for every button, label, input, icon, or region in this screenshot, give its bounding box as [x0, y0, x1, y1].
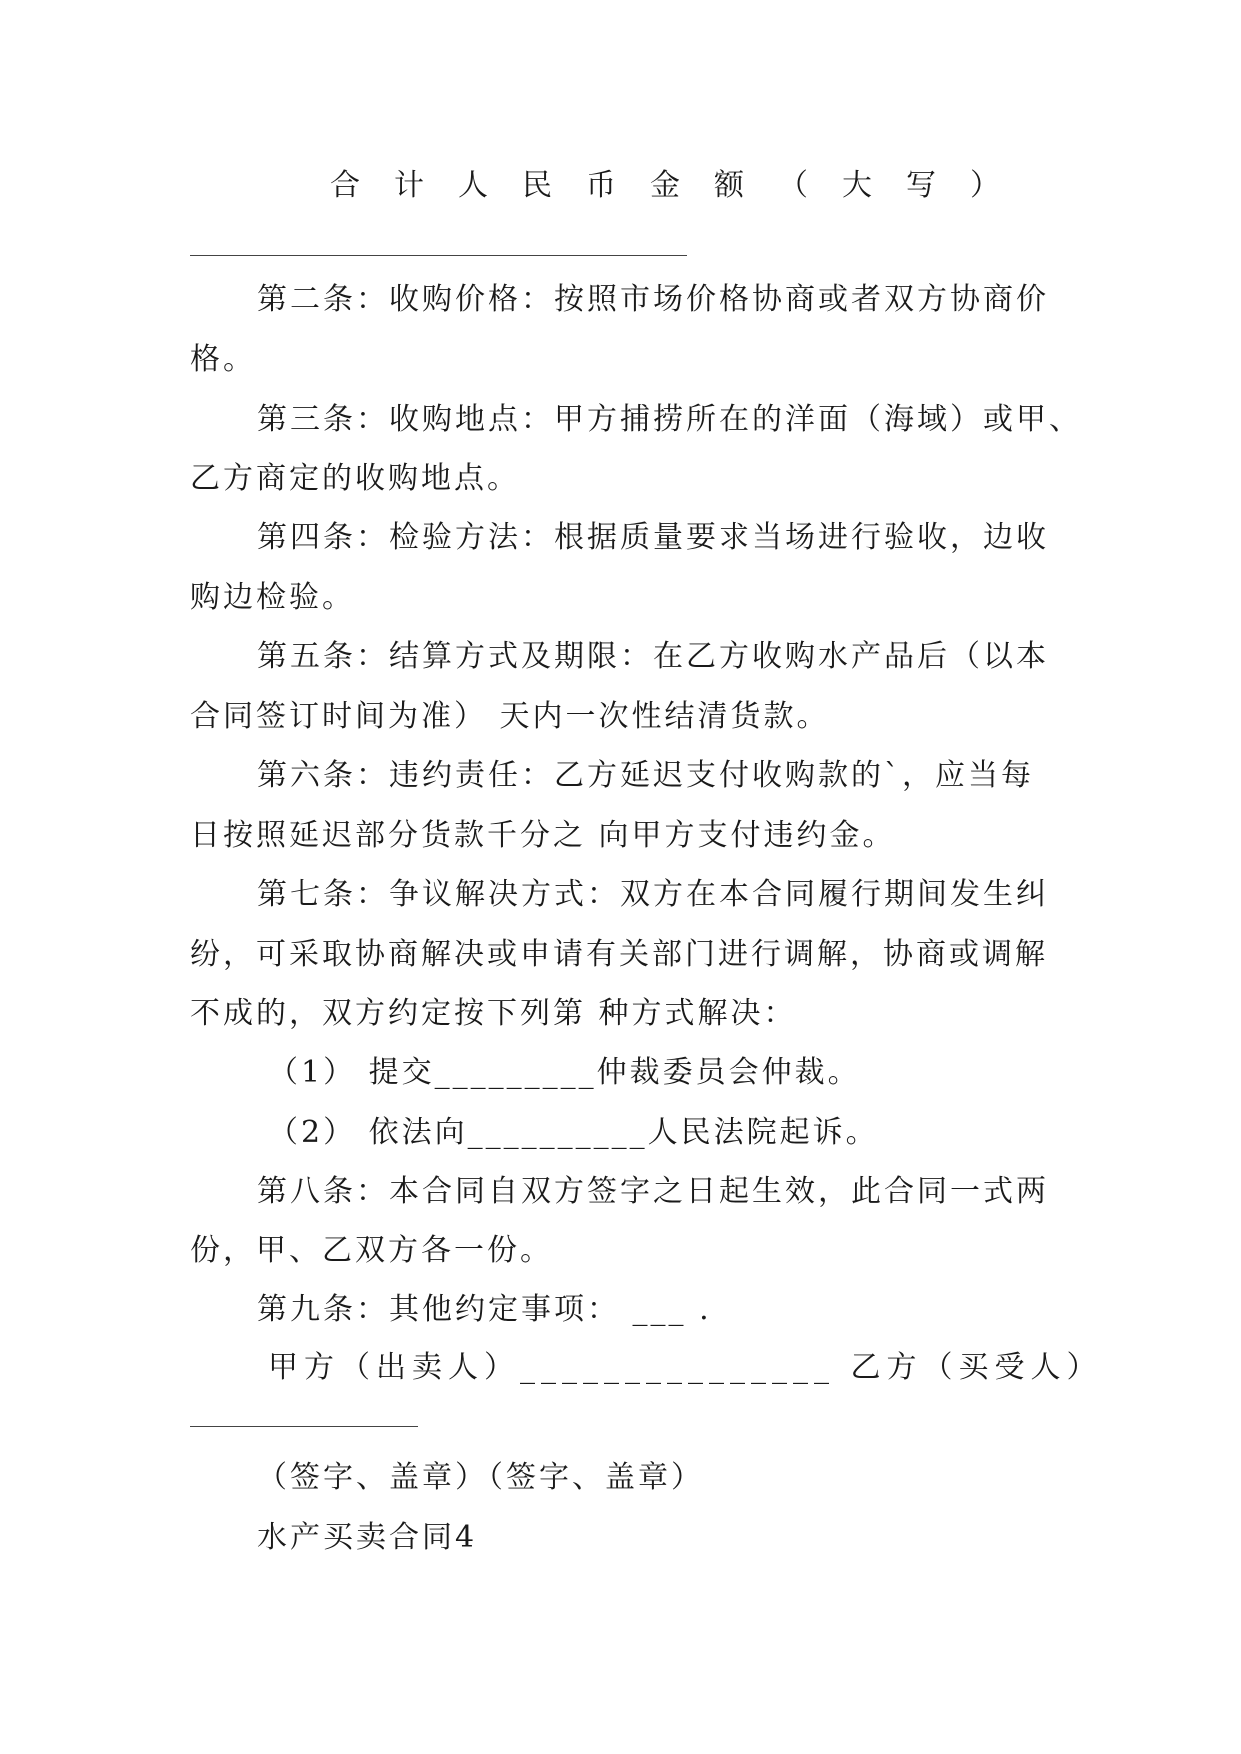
option-1: （1） 提交_________仲裁委员会仲裁。: [268, 1055, 861, 1090]
party-signature-line: 甲方（出卖人）_______________ 乙方（买受人）: [268, 1350, 1103, 1385]
total-amount-heading: 合计人民币金额（大写）: [330, 168, 1034, 203]
signature-underline: [190, 1426, 418, 1427]
clause-4-line-1: 第四条：检验方法：根据质量要求当场进行验收，边收: [257, 520, 1049, 555]
clause-6-line-1: 第六条：违约责任：乙方延迟支付收购款的`，应当每: [257, 758, 1034, 793]
clause-3-line-1: 第三条：收购地点：甲方捕捞所在的洋面（海域）或甲、: [257, 402, 1082, 437]
seal-labels: （签字、盖章）（签字、盖章）: [257, 1460, 704, 1495]
clause-4-line-2: 购边检验。: [190, 580, 355, 615]
option-2: （2） 依法向__________人民法院起诉。: [268, 1115, 879, 1150]
clause-7-line-2: 纷，可采取协商解决或申请有关部门进行调解，协商或调解: [190, 937, 1048, 972]
clause-3-line-2: 乙方商定的收购地点。: [190, 461, 520, 496]
blank-underline: [190, 255, 687, 256]
clause-8-line-1: 第八条：本合同自双方签字之日起生效，此合同一式两: [257, 1174, 1049, 1209]
clause-7-line-3: 不成的，双方约定按下列第 种方式解决：: [190, 996, 797, 1031]
clause-2-line-1: 第二条：收购价格：按照市场价格协商或者双方协商价: [257, 282, 1049, 317]
clause-9: 第九条：其他约定事项： ___ .: [257, 1292, 712, 1327]
clause-2-line-2: 格。: [190, 342, 256, 377]
clause-5-line-2: 合同签订时间为准） 天内一次性结清货款。: [190, 699, 830, 734]
clause-7-line-1: 第七条：争议解决方式：双方在本合同履行期间发生纠: [257, 877, 1049, 912]
clause-6-line-2: 日按照延迟部分货款千分之 向甲方支付违约金。: [190, 818, 896, 853]
clause-5-line-1: 第五条：结算方式及期限：在乙方收购水产品后（以本: [257, 639, 1049, 674]
next-contract-title: 水产买卖合同4: [257, 1520, 478, 1555]
clause-8-line-2: 份，甲、乙双方各一份。: [190, 1233, 553, 1268]
